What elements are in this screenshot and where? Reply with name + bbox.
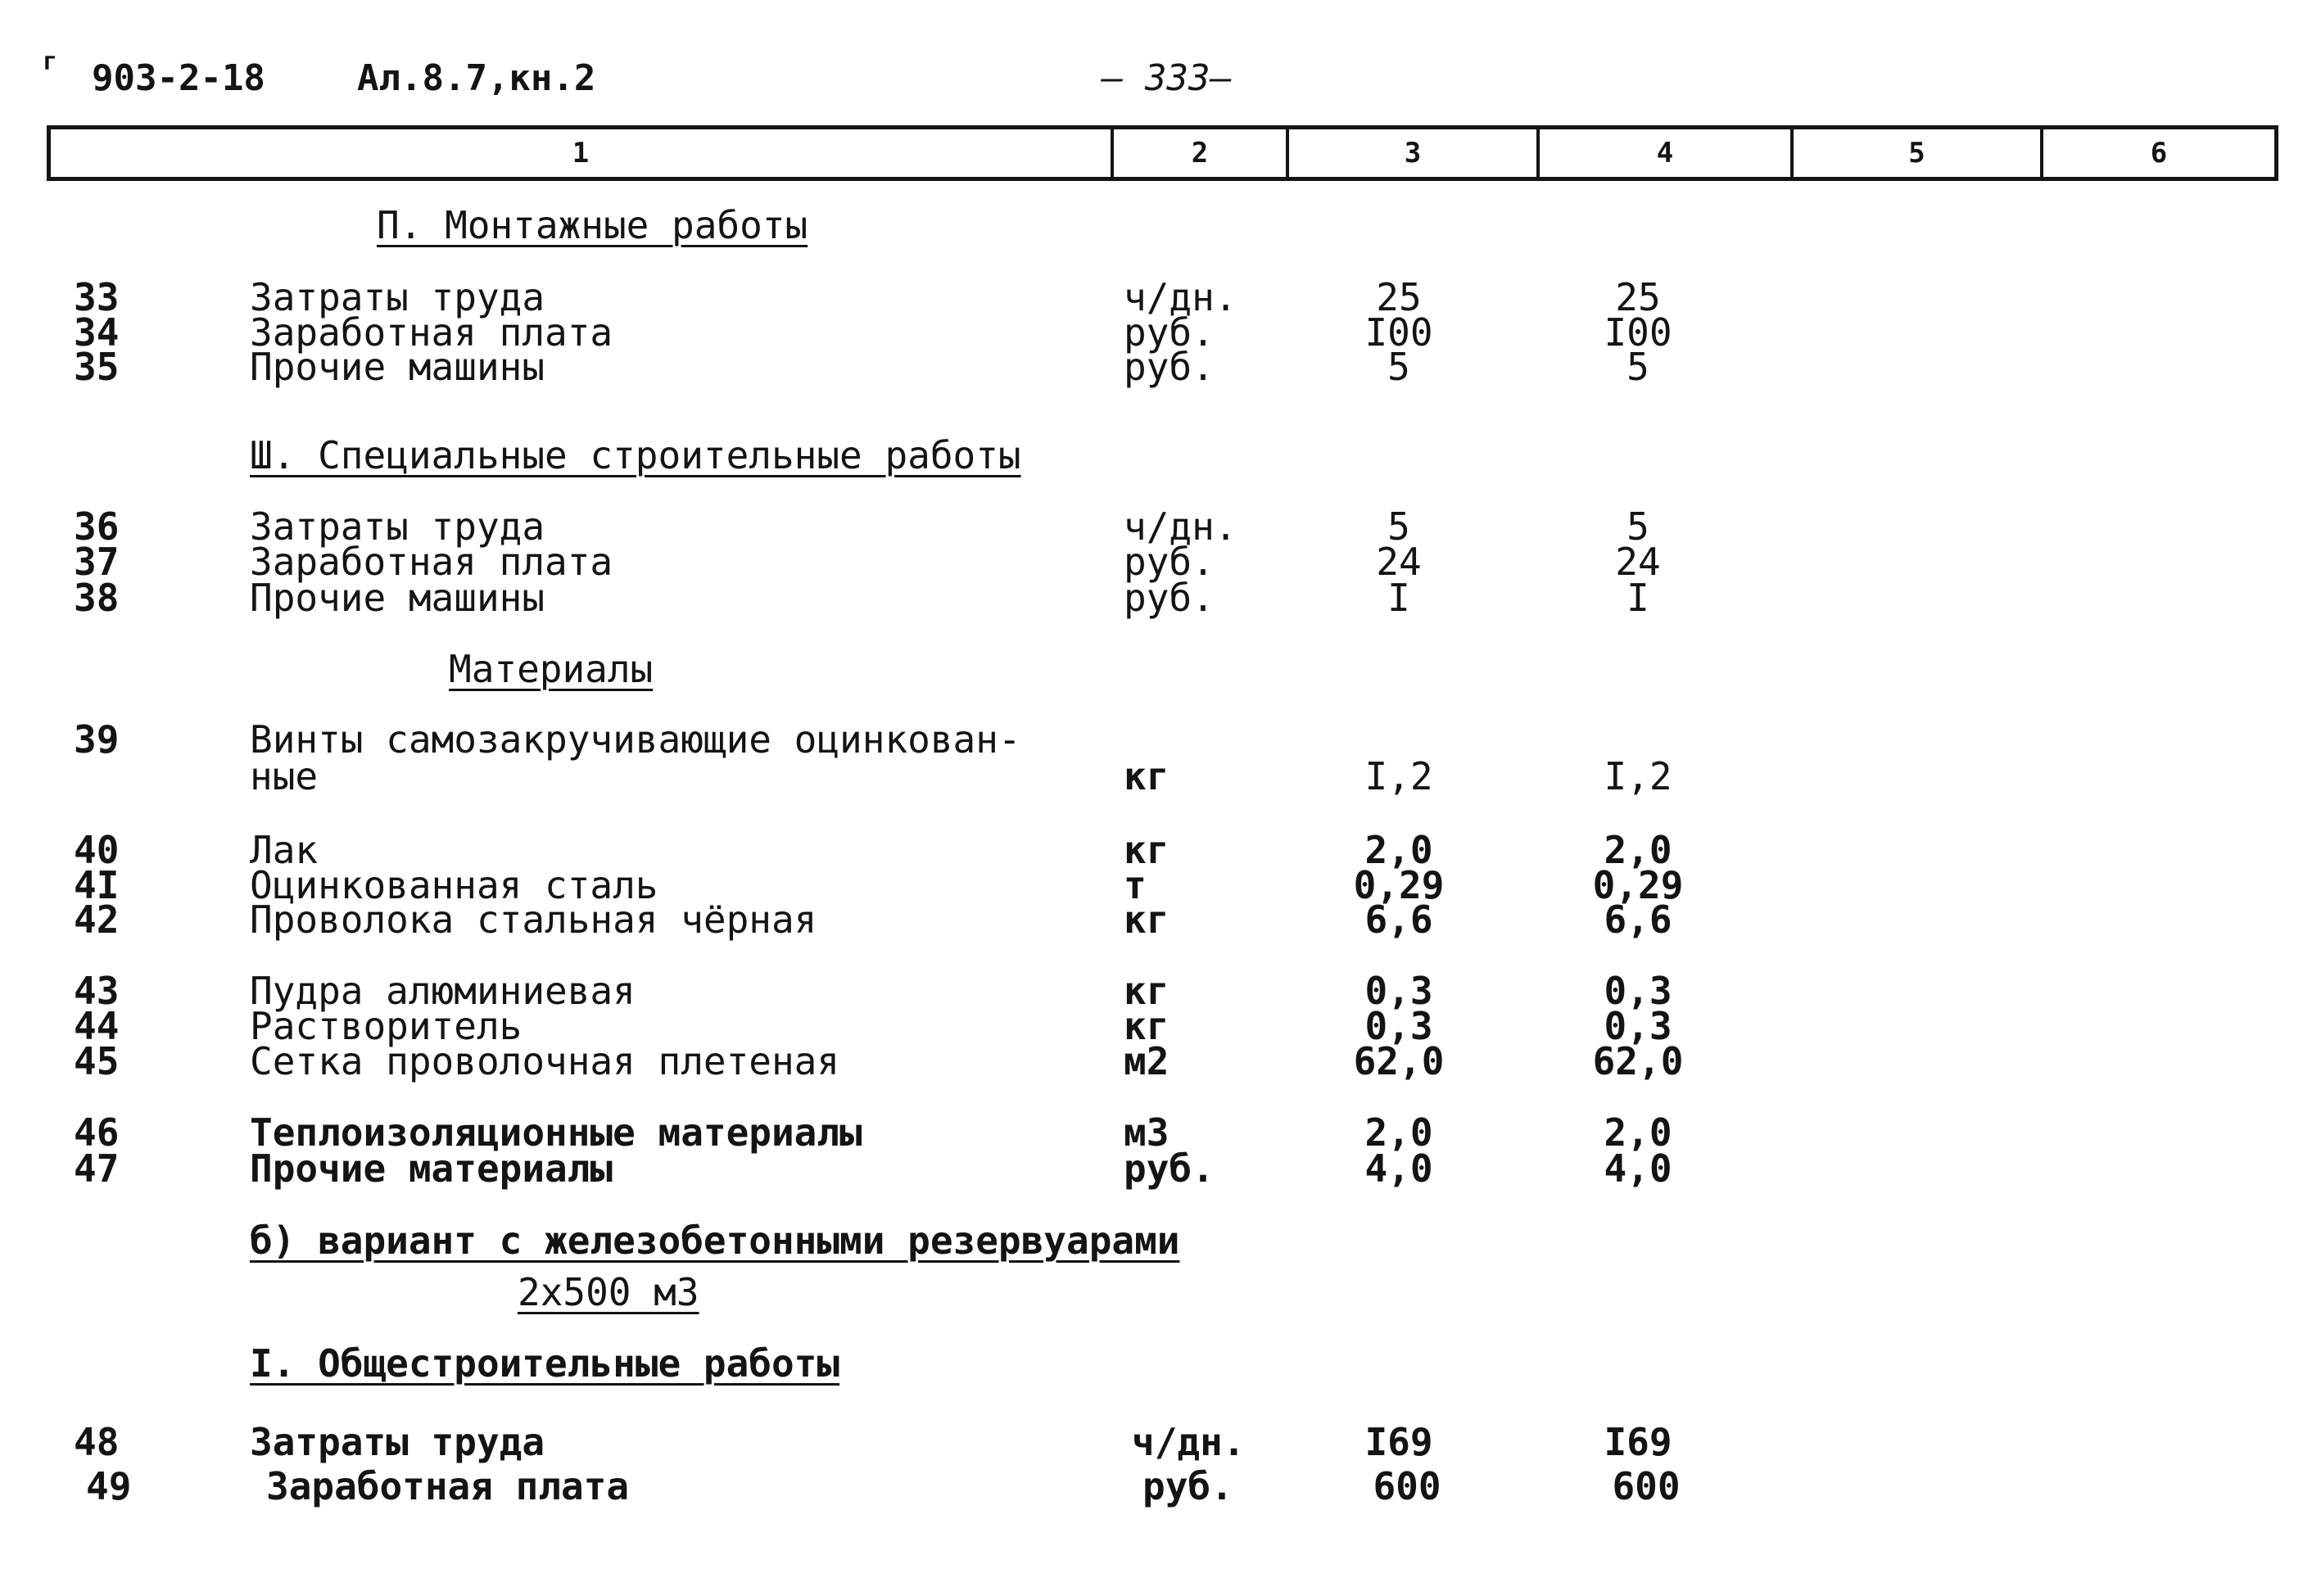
row-col3: I	[1387, 576, 1410, 620]
page-number: — 333—	[1102, 57, 1232, 99]
row-number: 35	[74, 345, 120, 389]
row-unit: руб.	[1124, 310, 1215, 355]
row-unit: кг	[1124, 897, 1170, 942]
row-col4: 4,0	[1604, 1146, 1672, 1191]
row-number: 33	[74, 275, 120, 319]
row-col3: 0,3	[1364, 1004, 1433, 1048]
row-number: 44	[74, 1004, 120, 1048]
section-title-materials: Материалы	[449, 647, 654, 691]
row-col4: 2,0	[1604, 1110, 1672, 1155]
row-unit: кг	[1124, 969, 1170, 1013]
row-name: Затраты труда	[250, 275, 545, 319]
row-name: Винты самозакручивающие оцинкован-	[250, 717, 1021, 762]
row-col3: 600	[1373, 1464, 1441, 1508]
section-title-installation: П. Монтажные работы	[377, 203, 808, 247]
document-code: 903-2-18	[92, 57, 265, 99]
row-col4: 5	[1627, 345, 1649, 389]
row-number: 47	[74, 1146, 120, 1191]
row-number: 38	[74, 576, 120, 620]
row-name: Затраты труда	[250, 504, 545, 549]
row-unit: т	[1124, 863, 1147, 907]
corner-mark: г	[43, 47, 58, 76]
row-unit: ч/дн.	[1124, 275, 1237, 319]
row-col3: I,2	[1364, 754, 1433, 798]
row-col4: 62,0	[1592, 1039, 1684, 1083]
row-number: 39	[74, 717, 120, 762]
row-col4: I69	[1604, 1420, 1672, 1464]
row-name: Прочие материалы	[250, 1146, 613, 1191]
column-header-6: 6	[2150, 137, 2168, 170]
column-header-table	[47, 125, 2278, 181]
variant-subtitle: 2х500 м3	[518, 1270, 699, 1314]
row-col3: 5	[1387, 345, 1410, 389]
row-name: Заработная плата	[250, 310, 613, 355]
row-col4: 25	[1615, 275, 1661, 319]
row-col3: 2,0	[1364, 828, 1433, 872]
row-unit: руб.	[1142, 1464, 1233, 1508]
row-col4: I	[1627, 576, 1649, 620]
row-unit: м2	[1124, 1039, 1170, 1083]
row-number: 37	[74, 540, 120, 584]
row-name: Проволока стальная чёрная	[250, 897, 817, 942]
row-col3: 0,29	[1353, 863, 1445, 907]
row-col4: 0,3	[1604, 1004, 1672, 1048]
variant-title: б) вариант с железобетонными резервуарами	[250, 1218, 1180, 1263]
row-col3: 25	[1376, 275, 1422, 319]
row-col4: 24	[1615, 540, 1661, 584]
row-unit: ч/дн.	[1132, 1420, 1246, 1464]
row-number: 4I	[74, 863, 120, 907]
row-name: Заработная плата	[266, 1464, 630, 1508]
row-number: 34	[74, 310, 120, 355]
row-unit: кг	[1124, 754, 1170, 798]
row-unit: руб.	[1124, 345, 1215, 389]
row-col3: 24	[1376, 540, 1422, 584]
row-col3: 5	[1387, 504, 1410, 549]
row-name: Сетка проволочная плетеная	[250, 1039, 840, 1083]
row-name: Заработная плата	[250, 540, 613, 584]
album-reference: Ал.8.7,кн.2	[357, 57, 596, 99]
row-col3: 0,3	[1364, 969, 1433, 1013]
row-name: Пудра алюминиевая	[250, 969, 636, 1013]
row-col4: 0,29	[1592, 863, 1684, 907]
row-unit: руб.	[1124, 576, 1215, 620]
row-number: 46	[74, 1110, 120, 1155]
row-name: Прочие машины	[250, 576, 545, 620]
row-col3: I00	[1364, 310, 1433, 355]
row-col4: 600	[1612, 1464, 1681, 1508]
column-header-4: 4	[1540, 129, 1794, 177]
row-col3: 62,0	[1353, 1039, 1445, 1083]
row-name: Лак	[250, 828, 319, 872]
row-col3: I69	[1364, 1420, 1433, 1464]
row-col4: I00	[1604, 310, 1672, 355]
row-unit: руб.	[1124, 1146, 1215, 1191]
row-name: Затраты труда	[250, 1420, 545, 1464]
row-name: Оцинкованная сталь	[250, 863, 658, 907]
row-col4: 0,3	[1604, 969, 1672, 1013]
row-name: Теплоизоляционные материалы	[250, 1110, 862, 1155]
section-title-special-works: Ш. Специальные строительные работы	[250, 433, 1021, 477]
row-name-continuation: ные	[250, 754, 319, 798]
row-col3: 2,0	[1364, 1110, 1433, 1155]
row-number: 49	[86, 1464, 132, 1508]
row-col3: 6,6	[1364, 897, 1433, 942]
row-name: Растворитель	[250, 1004, 523, 1048]
row-unit: м3	[1124, 1110, 1170, 1155]
row-number: 42	[74, 897, 120, 942]
column-header-5: 5	[1794, 129, 2043, 177]
row-col4: 6,6	[1604, 897, 1672, 942]
section-title-general-construction: I. Общестроительные работы	[250, 1341, 840, 1386]
row-number: 36	[74, 504, 120, 549]
row-number: 45	[74, 1039, 120, 1083]
row-col4: I,2	[1604, 754, 1672, 798]
column-header-3: 3	[1289, 129, 1540, 177]
row-unit: руб.	[1124, 540, 1215, 584]
row-col4: 5	[1627, 504, 1649, 549]
row-name: Прочие машины	[250, 345, 545, 389]
row-unit: кг	[1124, 828, 1170, 872]
row-number: 40	[74, 828, 120, 872]
row-number: 48	[74, 1420, 120, 1464]
row-number: 43	[74, 969, 120, 1013]
row-unit: ч/дн.	[1124, 504, 1237, 549]
column-header-1: 1	[51, 129, 1114, 177]
row-unit: кг	[1124, 1004, 1170, 1048]
column-header-2: 2	[1114, 129, 1289, 177]
row-col3: 4,0	[1364, 1146, 1433, 1191]
row-col4: 2,0	[1604, 828, 1672, 872]
